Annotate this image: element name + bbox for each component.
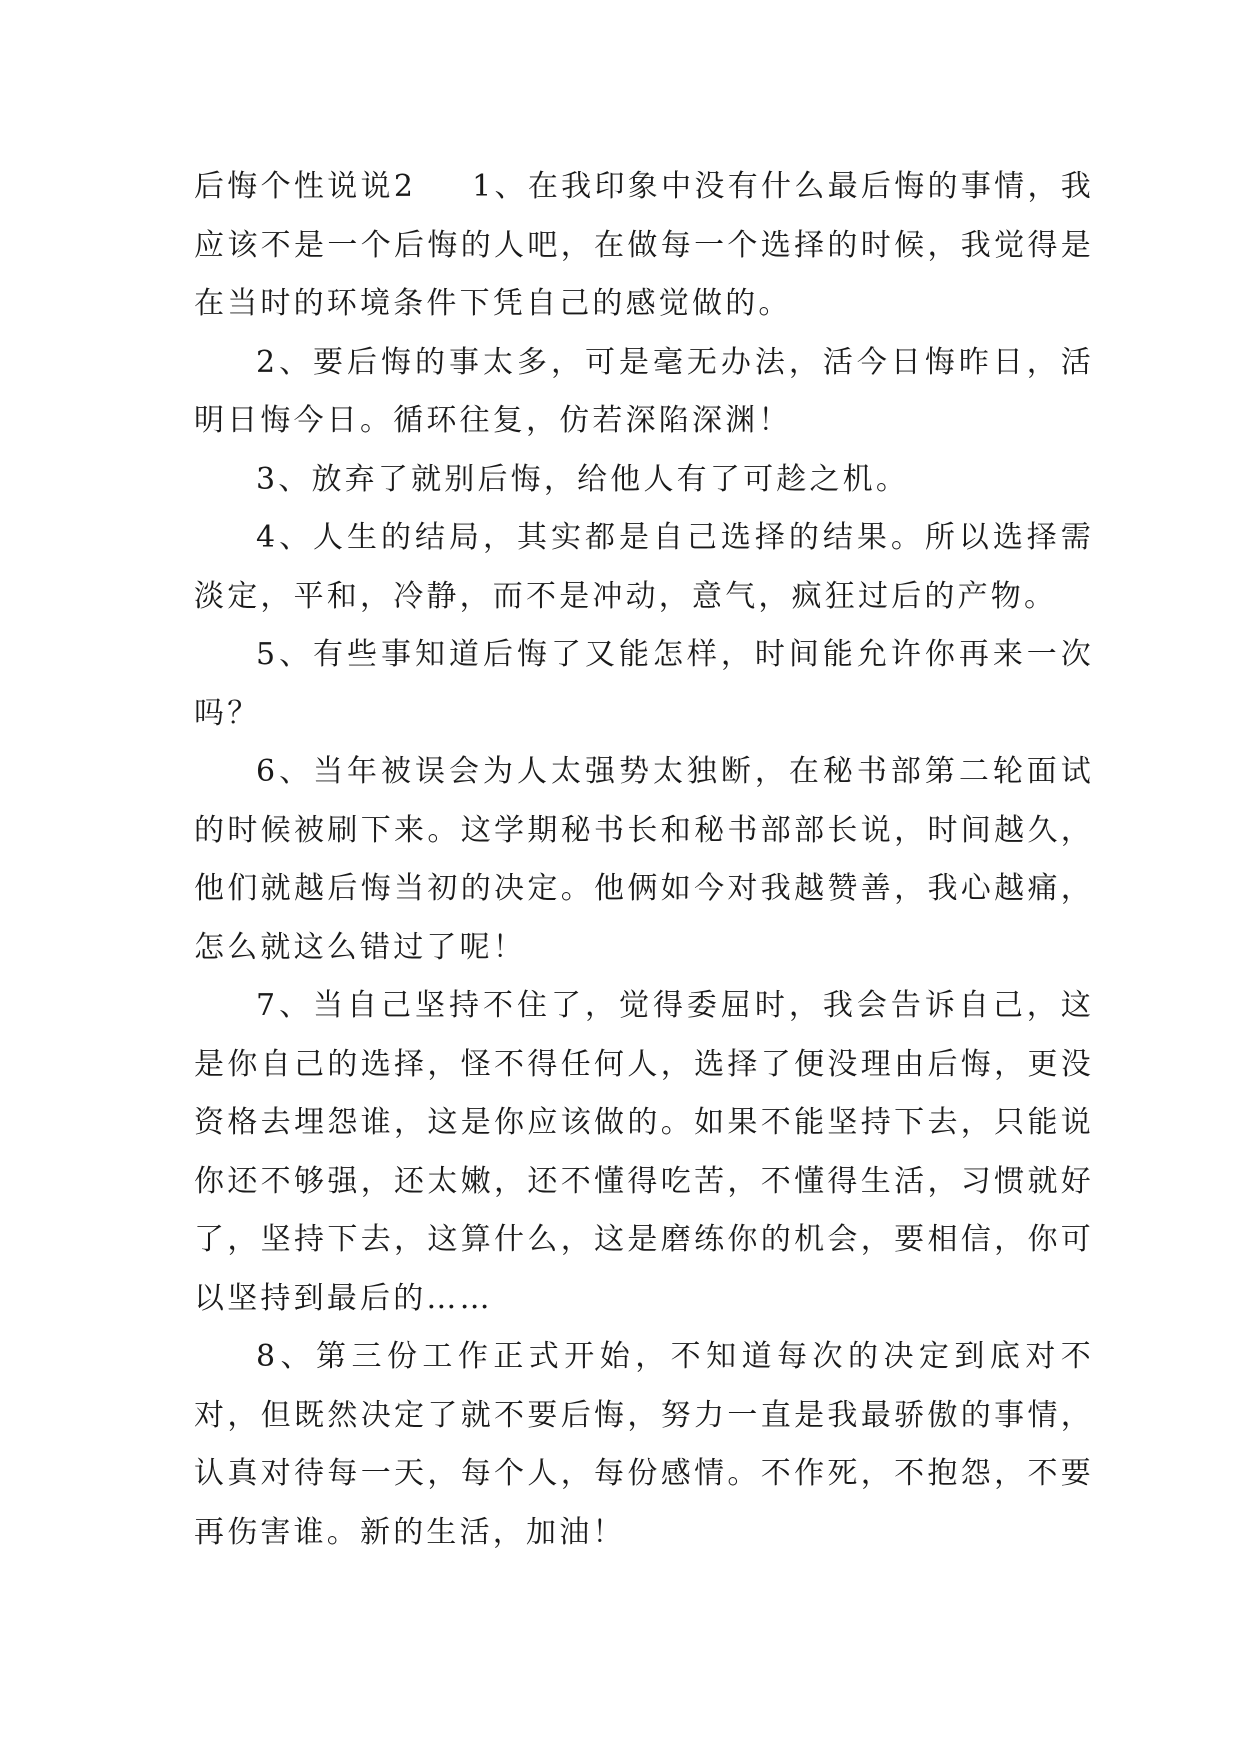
paragraph-7: 7、当自己坚持不住了，觉得委屈时，我会告诉自己，这是你自己的选择，怪不得任何人，选择了便没理由后悔，更没资格去埋怨谁，这是你应该做的。如果不能坚持下去，只能说你还不够强，还太嫩，还不懂得吃苦，不懂得生活，习惯就好了，坚持下去，这算什么，这是磨练你的机会，要相信，你可以坚持到最后的…… [194, 988, 1094, 1316]
document-body [194, 158, 1094, 1562]
paragraph-4: 4、人生的结局，其实都是自己选择的结果。所以选择需淡定，平和，冷静，而不是冲动，意气，疯狂过后的产物。 [194, 520, 1094, 614]
paragraph-2: 2、要后悔的事太多，可是毫无办法，活今日悔昨日，活明日悔今日。循环往复，仿若深陷深渊！ [194, 344, 1094, 438]
paragraph-5: 5、有些事知道后悔了又能怎样，时间能允许你再来一次吗？ [194, 637, 1094, 731]
first-paragraph [194, 158, 1094, 334]
paragraph-1: 1、在我印象中没有什么最后悔的事情，我应该不是一个后悔的人吧，在做每一个选择的时候，我觉得是在当时的环境条件下凭自己的感觉做的。 [194, 169, 1094, 321]
document-heading: 后悔个性说说2 [194, 169, 417, 204]
paragraph-3: 3、放弃了就别后悔，给他人有了可趁之机。 [256, 461, 910, 497]
paragraph-6: 6、当年被误会为人太强势太独断，在秘书部第二轮面试的时候被刷下来。这学期秘书长和秘书部部长说，时间越久，他们就越后悔当初的决定。他俩如今对我越赞善，我心越痛，怎么就这么错过了呢！ [194, 754, 1094, 965]
paragraph-8: 8、第三份工作正式开始，不知道每次的决定到底对不对，但既然决定了就不要后悔，努力一直是我最骄傲的事情，认真对待每一天，每个人，每份感情。不作死，不抱怨，不要再伤害谁。新的生活，加油！ [194, 1339, 1094, 1550]
